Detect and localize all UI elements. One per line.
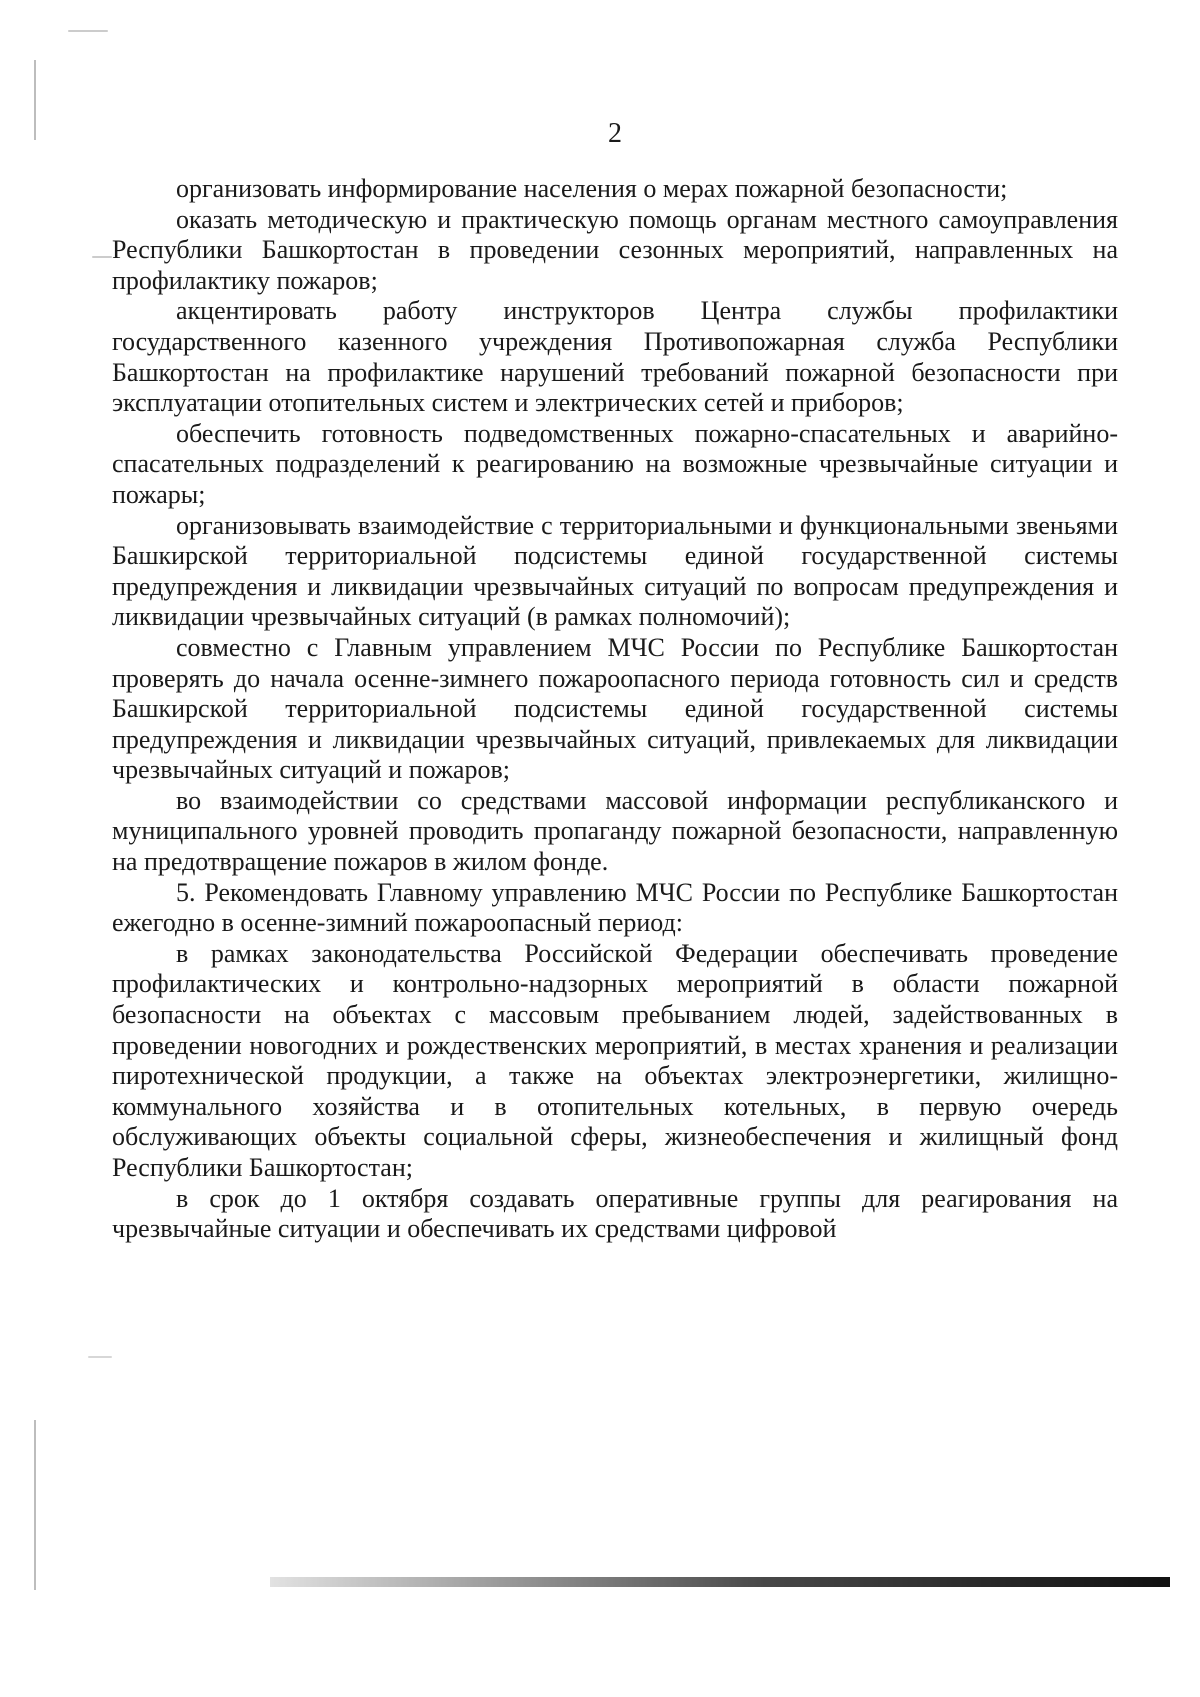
scan-speck <box>92 256 112 258</box>
paragraph-joint-check: совместно с Главным управлением МЧС России по Республике Башкортостан проверять до начала осенне-зимнего пожароопасного периода готовность сил и средств Башкирской территориальной подсистемы единой государственной системы предупреждения и ликвидации чрезвычайных ситуаций, привлекаемых для ликвидации чрезвычайных ситуаций и пожаров; <box>112 632 1118 785</box>
paragraph-operational-groups: в срок до 1 октября создавать оперативные группы для реагирования на чрезвычайные ситуации и обеспечивать их средствами цифровой <box>112 1183 1118 1244</box>
paragraph-ensure-readiness: обеспечить готовность подведомственных пожарно-спасательных и аварийно-спасательных подразделений к реагированию на возможные чрезвычайные ситуации и пожары; <box>112 418 1118 509</box>
scan-speck <box>68 30 108 32</box>
paragraph-inform-population: организовать информирование населения о мерах пожарной безопасности; <box>176 174 1008 203</box>
paragraph-recommendation-5: 5. Рекомендовать Главному управлению МЧС России по Республике Башкортостан ежегодно в осенне-зимний пожароопасный период: <box>112 877 1118 938</box>
scan-speck <box>88 1356 112 1358</box>
scan-margin-line <box>34 1420 36 1590</box>
paragraph-methodical-help: оказать методическую и практическую помощь органам местного самоуправления Республики Башкортостан в проведении сезонных мероприятий, направленных на профилактику пожаров; <box>112 204 1118 295</box>
paragraph-preventive-measures: в рамках законодательства Российской Федерации обеспечивать проведение профилактических и контрольно-надзорных мероприятий в области пожарной безопасности на объектах с массовым пребыванием людей, задействованных в проведении новогодних и рождественских мероприятий, в местах хранения и реализации пиротехнической продукции, а также на объектах электроэнергетики, жилищно-коммунального хозяйства и в отопительных котельных, в первую очередь обслуживающих объекты социальной сферы, жизнеобеспечения и жилищный фонд Республики Башкортостан; <box>112 938 1118 1182</box>
scan-bottom-edge <box>270 1577 1170 1587</box>
paragraph-media-propaganda: во взаимодействии со средствами массовой информации республиканского и муниципального уровней проводить пропаганду пожарной безопасности, направленную на предотвращение пожаров в жилом фонде. <box>112 785 1118 877</box>
page-number: 2 <box>608 118 622 149</box>
document-body <box>112 174 1118 1245</box>
paragraph-instructors-focus: акцентировать работу инструкторов Центра службы профилактики государственного казенного учреждения Противопожарная служба Республики Башкортостан на профилактике нарушений требований пожарной безопасности при эксплуатации отопительных систем и электрических сетей и приборов; <box>112 296 1118 418</box>
paragraph-organize-interaction: организовывать взаимодействие с территориальными и функциональными звеньями Башкирской территориальной подсистемы единой государственной системы предупреждения и ликвидации чрезвычайных ситуаций по вопросам предупреждения и ликвидации чрезвычайных ситуаций (в рамках полномочий); <box>112 510 1118 632</box>
